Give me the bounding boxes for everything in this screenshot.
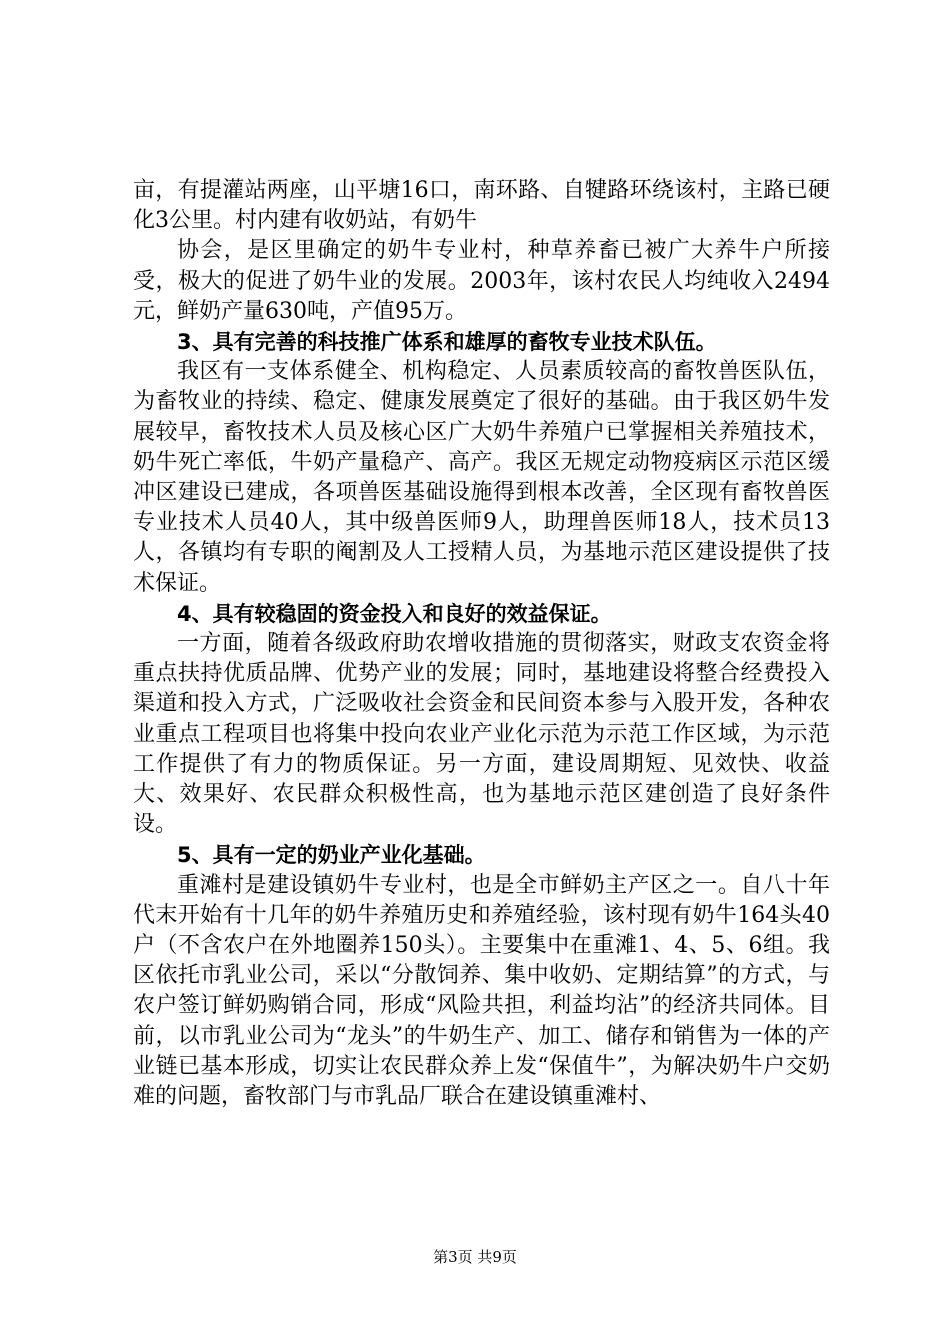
paragraph-2: 协会，是区里确定的奶牛专业村，种草养畜已被广大养牛户所接受，极大的促进了奶牛业的发展。2003年，该村农民人均纯收入2494元，鲜奶产量630吨，产值95万。 [133, 238, 830, 324]
paragraph-3: 我区有一支体系健全、机构稳定、人员素质较高的畜牧兽医队伍，为畜牧业的持续、稳定、健康发展奠定了很好的基础。由于我区奶牛发展较早，畜牧技术人员及核心区广大奶牛养殖户已掌握相关养殖技术，奶牛死亡率低，牛奶产量稳产、高产。我区无规定动物疫病区示范区缓冲区建设已建成，各项兽医基础设施得到根本改善，全区现有畜牧兽医专业技术人员40人，其中级兽医师9人，助理兽医师18人，技术员13人，各镇均有专职的阉割及人工授精人员，为基地示范区建设提供了技术保证。 [133, 359, 830, 596]
paragraph-4: 一方面，随着各级政府助农增收措施的贯彻落实，财政支农资金将重点扶持优质品牌、优势产业的发展；同时，基地建设将整合经费投入渠道和投入方式，广泛吸收社会资金和民间资本参与入股开发，各种农业重点工程项目也将集中投向农业产业化示范为示范工作区域，为示范工作提供了有力的物质保证。另一方面，建设周期短、见效快、收益大、效果好、农民群众积极性高，也为基地示范区建创造了良好条件设。 [133, 631, 830, 838]
paragraph-5: 重滩村是建设镇奶牛专业村，也是全市鲜奶主产区之一。自八十年代末开始有十几年的奶牛养殖历史和养殖经验，该村现有奶牛164头40户（不含农户在外地圈养150头）。主要集中在重滩1、4、5、6组。我区依托市乳业公司，采以“分散饲养、集中收奶、定期结算”的方式，与农户签订鲜奶购销合同，形成“风险共担，利益均沾”的经济共同体。目前，以市乳业公司为“龙头”的牛奶生产、加工、储存和销售为一体的产业链已基本形成，切实让农民群众养上发“保值牛”，为解决奶牛户交奶难的问题，畜牧部门与市乳品厂联合在建设镇重滩村、 [133, 872, 830, 1110]
page-footer: 第3页 共9页 [433, 1248, 517, 1266]
paragraph-1: 亩，有提灌站两座，山平塘16口，南环路、自犍路环绕该村，主路已硬化3公里。村内建有收奶站，有奶牛 [133, 178, 830, 234]
section-heading-3: 3、具有完善的科技推广体系和雄厚的畜牧专业技术队伍。 [177, 330, 717, 355]
section-heading-4: 4、具有较稳固的资金投入和良好的效益保证。 [177, 601, 612, 626]
document-body [133, 176, 830, 1112]
section-heading-5: 5、具有一定的奶业产业化基础。 [177, 843, 486, 868]
